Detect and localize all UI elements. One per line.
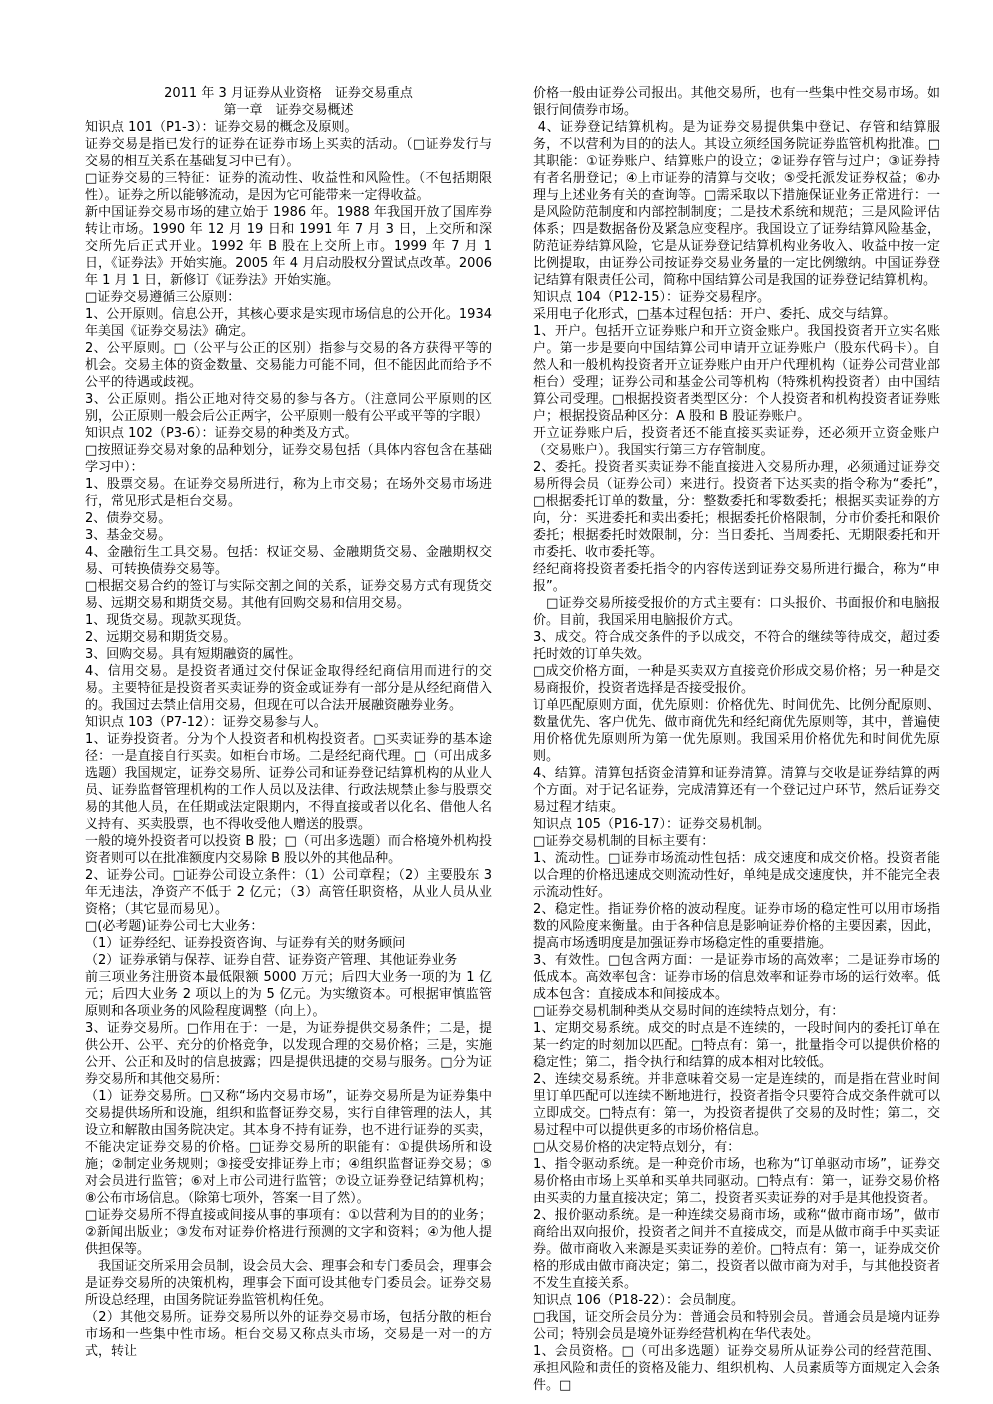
paragraph: 知识点 102（P3-6）：证券交易的种类及方式。 <box>85 426 358 441</box>
paragraph: 4、信用交易。是投资者通过交付保证金取得经纪商信用而进行的交易。主要特征是投资者买卖证券的资金或证券有一部分是从经纪商借入的。我国过去禁止信用交易，但现在可以合法开展融资融券业务。 <box>85 664 492 713</box>
two-column-layout <box>85 85 967 1394</box>
paragraph: 前三项业务注册资本最低限额 5000 万元；后四大业务一项的为 1 亿元；后四大业务 2 项以上的为 5 亿元。为实缴资本。可根据审慎监管原则和各项业务的风险程度调整（向上）。 <box>85 970 492 1019</box>
paragraph: 经纪商将投资者委托指令的内容传送到证券交易所进行撮合，称为“申报”。 <box>533 562 940 594</box>
paragraph: □证券交易的三特征：证券的流动性、收益性和风险性。（不包括期限性）。证券之所以能够流动，是因为它可能带来一定得收益。 <box>85 171 492 203</box>
paragraph: 2、委托。投资者买卖证券不能直接进入交易所办理，必须通过证券交易所得会员（证券公司）来进行。投资者下达买卖的指令称为“委托”， □根据委托订单的数量，分：整数委托和零数委托；根据买卖证券的方向，分：买进委托和卖出委托；根据委托价格限制，分市价委托和限价委托；根据委托时效限制，分：当日委托、当周委托、无期限委托和开市委托、收市委托等。 <box>533 460 967 560</box>
paragraph: 知识点 106（P18-22）：会员制度。 <box>533 1293 745 1308</box>
paragraph: □(必考题)证券公司七大业务： <box>85 919 264 934</box>
paragraph: 1、证券投资者。分为个人投资者和机构投资者。□买卖证券的基本途径：一是直接自行买卖。如柜台市场。二是经纪商代理。□（可出成多选题）我国规定，证券交易所、证券公司和证券登记结算机构的从业人员、证券监督管理机构的工作人员以及法律、行政法规禁止参与股票交易的其他人员，在任期或法定限期内，不得直接或者以化名、借他人名义持有、买卖股票，也不得收受他人赠送的股票。 <box>85 732 492 832</box>
paragraph: 1、流动性。□证券市场流动性包括：成交速度和成交价格。投资者能以合理的价格迅速成交则流动性好，单纯是成交速度快，并不能完全表示流动性好。 <box>533 851 940 900</box>
paragraph: 新中国证券交易市场的建立始于 1986 年。1988 年我国开放了国库券转让市场。1990 年 12 月 19 日和 1991 年 7 月 3 日，上交所和深交所先后正式开业。1992 年 B 股在上交所上市。1999 年 7 月 1 日，《证券法》开始实施。2005 年 4 月启动股权分置试点改革。2006 年 1 月 1 日，新修订《证券法》开始实施。 <box>85 205 497 288</box>
paragraph: □证券交易机制的目标主要有： <box>533 834 715 849</box>
paragraph: 1、公开原则。信息公开，其核心要求是实现市场信息的公开化。1934 年美国《证券交易法》确定。 <box>85 307 497 339</box>
paragraph: 3、证券交易所。□作用在于：一是，为证券提供交易条件；二是，提供公开、公平、充分的价格竞争，以发现合理的交易价格；三是，实施公开、公正和及时的信息披露；四是提供迅捷的交易与服务。□分为证券交易所和其他交易所： <box>85 1021 492 1087</box>
right-column <box>533 85 967 1394</box>
paragraph: □从交易价格的决定特点划分，有： <box>533 1140 741 1155</box>
paragraph: 3、基金交易。 <box>85 528 172 543</box>
right-column-text <box>533 85 967 1394</box>
chapter-heading: 第一章 证券交易概述 <box>223 103 354 118</box>
paragraph: 知识点 105（P16-17）：证券交易机制。 <box>533 817 771 832</box>
paragraph: 我国证交所采用会员制，设会员大会、理事会和专门委员会，理事会是证券交易所的决策机构，理事会下面可设其他专门委员会。证券交易所设总经理，由国务院证券监管机构任免。 <box>85 1259 492 1308</box>
paragraph: □成交价格方面，一种是买卖双方直接竞价形成交易价格；另一种是交易商报价，投资者选择是否接受报价。 <box>533 664 940 696</box>
paragraph: 4、证券登记结算机构。是为证券交易提供集中登记、存管和结算服务，不以营利为目的的法人。其设立须经国务院证券监管机构批准。□其职能：①证券账户、结算账户的设立；②证券存管与过户；③证券持有者名册登记；④上市证券的清算与交收；⑤受托派发证券权益；⑥办理与上述业务有关的查询等。□需采取以下措施保证业务正常进行：一是风险防范制度和内部控制制度；二是技术系统和规范；三是风险评估体系；四是数据备份及紧急应变程序。我国设立了证券结算风险基金，防范证券结算风险，它是从证券登记结算机构业务收入、收益中按一定比例提取，由证券公司按证券交易业务量的一定比例缴纳。中国证券登记结算有限责任公司，简称中国结算公司是我国的证券登记结算机构。 <box>533 120 940 288</box>
paragraph: 1、指令驱动系统。是一种竞价市场，也称为“订单驱动市场”，证券交易价格由市场上买单和买单共同驱动。□特点有：第一，证券交易价格由买卖的力量直接决定；第二，投资者买卖证券的对手是其他投资者。 <box>533 1157 940 1206</box>
paragraph: 3、有效性。□包含两方面：一是证券市场的高效率；二是证券市场的低成本。高效率包含：证券市场的信息效率和证券市场的运行效率。低成本包含：直接成本和间接成本。 <box>533 953 940 1002</box>
paragraph: 价格一般由证券公司报出。其他交易所，也有一些集中性交易市场。如银行间债券市场。 <box>533 86 940 118</box>
paragraph: 知识点 101（P1-3）：证券交易的概念及原则。 <box>85 120 358 135</box>
paragraph: 订单匹配原则方面，优先原则：价格优先、时间优先、比例分配原则、数量优先、客户优先、做市商优先和经纪商优先原则等，其中，普遍使用价格优先原则所为第一优先原则。我国采用价格优先和时间优先原则。 <box>533 698 940 764</box>
paragraph: 1、定期交易系统。成交的时点是不连续的，一段时间内的委托订单在某一约定的时刻加以匹配。□特点有：第一，批量指令可以提供价格的稳定性；第二，指令执行和结算的成本相对比较低。 <box>533 1021 940 1070</box>
paragraph: 开立证券账户后，投资者还不能直接买卖证券，还必须开立资金账户（交易账户）。我国实行第三方存管制度。 <box>533 426 940 458</box>
paragraph: 4、金融衍生工具交易。包括：权证交易、金融期货交易、金融期权交易、可转换债券交易等。 <box>85 545 492 577</box>
paragraph: □我国，证交所会员分为：普通会员和特别会员。普通会员是境内证券公司；特别会员是境外证券经营机构在华代表处。 <box>533 1310 940 1342</box>
paragraph: □按照证券交易对象的品种划分，证券交易包括（具体内容包含在基础学习中）： <box>85 443 492 475</box>
left-column <box>85 85 497 1394</box>
paragraph: 1、现货交易。现款买现货。 <box>85 613 250 628</box>
paragraph: □根据交易合约的签订与实际交割之间的关系，证券交易方式有现货交易、远期交易和期货交易。其他有回购交易和信用交易。 <box>85 579 492 611</box>
paragraph: 知识点 104（P12-15）：证券交易程序。 <box>533 290 771 305</box>
paragraph: □证券交易遵循三公原则： <box>85 290 241 305</box>
paragraph: （1）证券交易所。□又称“场内交易市场”，证券交易所是为证券集中交易提供场所和设施，组织和监督证券交易，实行自律管理的法人，其设立和解散由国务院决定。其本身不持有证券，也不进行证券的买卖，不能决定证券交易的价格。□证券交易所的职能有：①提供场所和设施；②制定业务规则；③接受安排证券上市；④组织监督证券交易；⑤对会员进行监管；⑥对上市公司进行监管；⑦设立证券登记结算机构；⑧公布市场信息。（除第七项外，答案一目了然）。 <box>85 1089 492 1206</box>
paragraph: （2）证券承销与保荐、证券自营、证券资产管理、其他证券业务 <box>85 953 458 968</box>
paragraph: （2）其他交易所。证券交易所以外的证券交易市场，包括分散的柜台市场和一些集中性市场。柜台交易又称点头市场，交易是一对一的方式，转让 <box>85 1310 492 1359</box>
document-title: 2011 年 3 月证券从业资格 证券交易重点 <box>164 86 413 101</box>
paragraph: 1、股票交易。在证券交易所进行，称为上市交易；在场外交易市场进行，常见形式是柜台交易。 <box>85 477 492 509</box>
left-column-text <box>85 119 497 1360</box>
paragraph: （1）证券经纪、证券投资咨询、与证券有关的财务顾问 <box>85 936 406 951</box>
paragraph: 4、结算。清算包括资金清算和证券清算。清算与交收是证券结算的两个方面。对于记名证券，完成清算还有一个登记过户环节，然后证券交易过程才结束。 <box>533 766 940 815</box>
paragraph: 采用电子化形式，□基本过程包括：开户、委托、成交与结算。 <box>533 307 897 322</box>
paragraph: □证券交易所不得直接或间接从事的事项有：①以营利为目的的业务；②新闻出版业；③发布对证券价格进行预测的文字和资料；④为他人提供担保等。 <box>85 1208 492 1257</box>
paragraph: 1、开户。包括开立证券账户和开立资金账户。我国投资者开立实名账户。第一步是要向中国结算公司申请开立证券账户（股东代码卡）。自然人和一般机构投资者开立证券账户由开户代理机构（证券公司营业部柜台）受理；证券公司和基金公司等机构（特殊机构投资者）由中国结算公司受理。□根据投资者类型区分：个人投资者和机构投资者证券账户；根据投资品种区分：A 股和 B 股证券账户。 <box>533 324 940 424</box>
paragraph: 2、连续交易系统。并非意味着交易一定是连续的，而是指在营业时间里订单匹配可以连续不断地进行，投资者指令只要符合成交条件就可以立即成交。□特点有：第一，为投资者提供了交易的及时性；第二，交易过程中可以提供更多的市场价格信息。 <box>533 1072 940 1138</box>
paragraph: 1、会员资格。□（可出多选题）证券交易所从证券公司的经营范围、承担风险和责任的资格及能力、组织机构、人员素质等方面规定入会条件。□ <box>533 1344 940 1393</box>
paragraph: □证券交易机制种类从交易时间的连续特点划分，有： <box>533 1004 845 1019</box>
paragraph: 2、公平原则。□（公平与公正的区别）指参与交易的各方获得平等的机会。交易主体的资金数量、交易能力可能不同，但不能因此而给予不公平的待遇或歧视。 <box>85 341 492 390</box>
paragraph: 一般的境外投资者可以投资 B 股；□（可出多选题）而合格境外机构投资者则可以在批准额度内交易除 B 股以外的其他品种。 <box>85 834 492 866</box>
paragraph: 2、证券公司。□证券公司设立条件：（1）公司章程；（2）主要股东 3 年无违法，净资产不低于 2 亿元；（3）高管任职资格，从业人员从业资格；（其它显而易见）。 <box>85 868 497 917</box>
paragraph: 知识点 103（P7-12）：证券交易参与人。 <box>85 715 327 730</box>
paragraph: 2、债券交易。 <box>85 511 172 526</box>
paragraph: □证券交易所接受报价的方式主要有：口头报价、书面报价和电脑报价。目前，我国采用电脑报价方式。 <box>533 596 940 628</box>
paragraph: 3、成交。符合成交条件的予以成交，不符合的继续等待成交，超过委托时效的订单失效。 <box>533 630 940 662</box>
paragraph: 2、报价驱动系统。是一种连续交易商市场，或称“做市商市场”，做市商给出双向报价，投资者之间并不直接成交，而是从做市商手中买卖证券。做市商收入来源是买卖证券的差价。□特点有：第一，证券成交价格的形成由做市商决定；第二，投资者以做市商为对手，与其他投资者不发生直接关系。 <box>533 1208 940 1291</box>
paragraph: 证券交易是指已发行的证券在证券市场上买卖的活动。（□证券发行与交易的相互关系在基础复习中已有）。 <box>85 137 492 169</box>
paragraph: 3、回购交易。具有短期融资的属性。 <box>85 647 302 662</box>
paragraph: 2、远期交易和期货交易。 <box>85 630 237 645</box>
paragraph: 3、公正原则。指公正地对待交易的参与各方。（注意同公平原则的区别，公正原则一般会后公正两字，公平原则一般有公平或平等的字眼） <box>85 392 492 424</box>
paragraph: 2、稳定性。指证券价格的波动程度。证券市场的稳定性可以用市场指数的风险度来衡量。由于各种信息是影响证券价格的主要因素，因此，提高市场透明度是加强证券市场稳定性的重要措施。 <box>533 902 940 951</box>
